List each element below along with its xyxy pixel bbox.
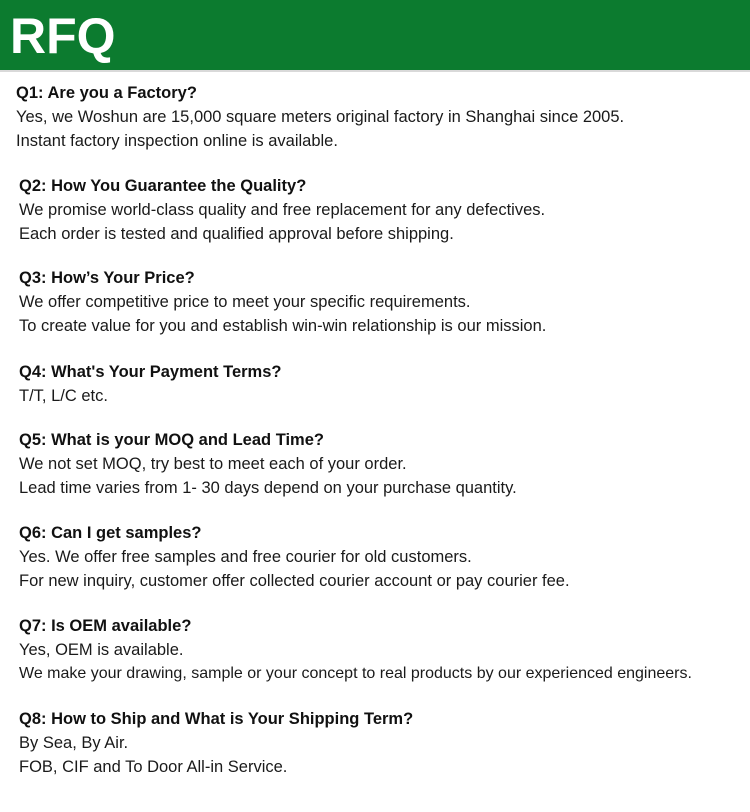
faq-item-q5 (19, 428, 750, 500)
rfq-header-banner (0, 0, 750, 70)
page-title: RFQ (10, 8, 116, 64)
faq-question: Q4: What's Your Payment Terms? (19, 363, 282, 381)
faq-answer-line: FOB, CIF and To Door All-in Service. (19, 758, 288, 776)
faq-answer-line: We make your drawing, sample or your concept to real products by our experienced engineers. (19, 665, 692, 682)
faq-answer-line: We promise world-class quality and free replacement for any defectives. (19, 201, 546, 219)
faq-question: Q6: Can I get samples? (19, 524, 202, 542)
faq-item-q7 (19, 614, 750, 686)
faq-item-q8 (19, 707, 750, 779)
faq-question: Q8: How to Ship and What is Your Shipping Term? (19, 710, 414, 728)
faq-answer-line: Lead time varies from 1- 30 days depend on your purchase quantity. (19, 479, 517, 497)
faq-question: Q3: How’s Your Price? (19, 269, 195, 287)
faq-answer-line: Instant factory inspection online is available. (16, 132, 338, 150)
faq-answer-line: For new inquiry, customer offer collected courier account or pay courier fee. (19, 572, 570, 590)
faq-item-q2 (19, 174, 750, 246)
faq-item-q3 (19, 266, 750, 338)
faq-item-q4 (19, 360, 750, 408)
faq-answer-line: T/T, L/C etc. (19, 387, 108, 405)
faq-item-q6 (19, 521, 750, 593)
faq-question: Q1: Are you a Factory? (16, 84, 197, 102)
faq-question: Q7: Is OEM available? (19, 617, 192, 635)
faq-item-q1 (16, 81, 750, 153)
faq-answer-line: We offer competitive price to meet your specific requirements. (19, 293, 471, 311)
faq-answer-line: Yes, OEM is available. (19, 641, 184, 659)
faq-question: Q2: How You Guarantee the Quality? (19, 177, 307, 195)
faq-answer-line: By Sea, By Air. (19, 734, 129, 752)
faq-question: Q5: What is your MOQ and Lead Time? (19, 431, 324, 449)
faq-answer-line: Each order is tested and qualified approval before shipping. (19, 225, 454, 243)
faq-answer-line: To create value for you and establish win-win relationship is our mission. (19, 317, 547, 335)
header-divider (0, 70, 750, 72)
faq-answer-line: We not set MOQ, try best to meet each of your order. (19, 455, 407, 473)
faq-answer-line: Yes, we Woshun are 15,000 square meters original factory in Shanghai since 2005. (16, 108, 625, 126)
faq-answer-line: Yes. We offer free samples and free courier for old customers. (19, 548, 472, 566)
